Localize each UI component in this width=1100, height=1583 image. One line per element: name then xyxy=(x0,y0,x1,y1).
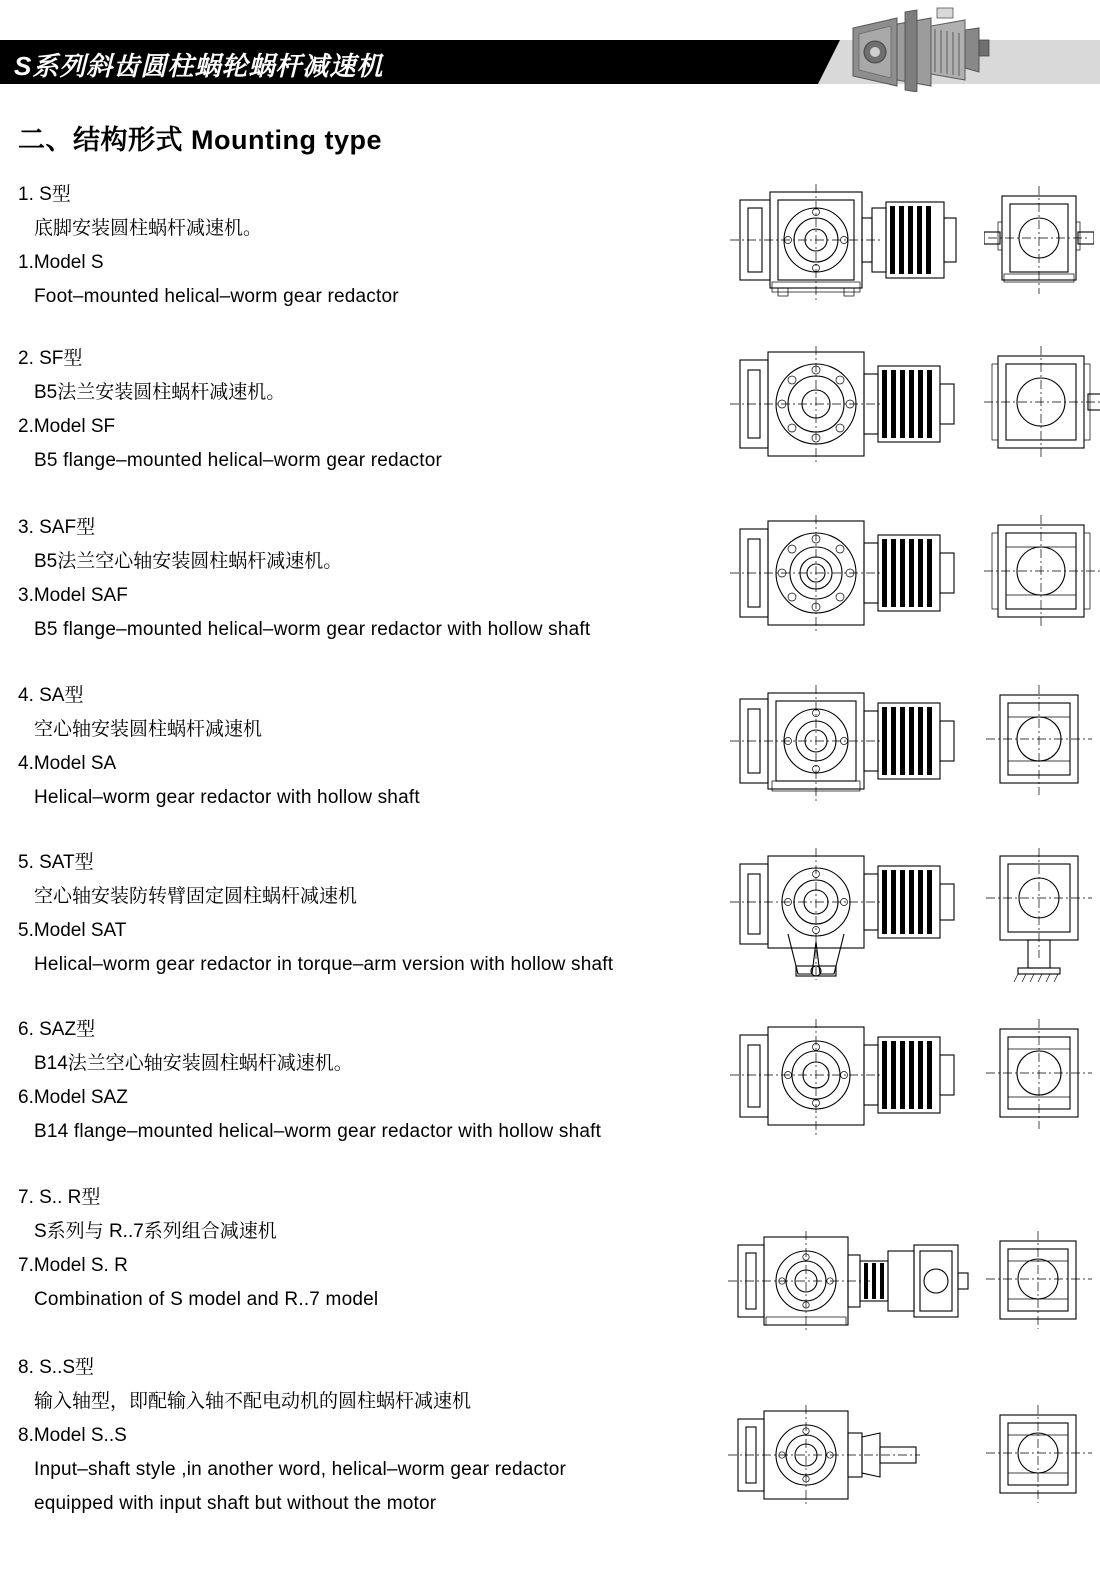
list-item xyxy=(0,1181,1100,1351)
item-en-desc: Helical–worm gear redactor with hollow shaft xyxy=(34,787,420,808)
item-cn-label: 3. SAF型 xyxy=(18,517,96,538)
item-figures xyxy=(712,1013,1092,1181)
item-figures xyxy=(712,1403,1092,1583)
page-header xyxy=(0,0,1100,100)
sat-model-front-view xyxy=(720,846,960,986)
item-text xyxy=(18,178,708,314)
item-figures xyxy=(712,342,1092,511)
sr-model-side-view xyxy=(984,1229,1094,1339)
list-item xyxy=(0,846,1100,1013)
list-item xyxy=(0,342,1100,511)
list-item xyxy=(0,1013,1100,1181)
item-cn-label: 1. S型 xyxy=(18,184,71,205)
sr-model-front-view xyxy=(720,1229,970,1339)
sat-model-side-view xyxy=(984,846,1094,986)
item-figures xyxy=(712,679,1092,846)
mounting-type-list xyxy=(0,178,1100,1531)
s-model-front-view xyxy=(720,178,960,308)
item-text xyxy=(18,1351,708,1521)
item-en-label: 6.Model SAZ xyxy=(18,1087,128,1108)
item-cn-label: 4. SA型 xyxy=(18,685,84,706)
item-cn-label: 8. S..S型 xyxy=(18,1357,95,1378)
item-en-label: 4.Model SA xyxy=(18,753,117,774)
item-en-label: 2.Model SF xyxy=(18,416,116,437)
item-cn-desc: S系列与 R..7系列组合减速机 xyxy=(34,1221,277,1242)
s-model-side-view xyxy=(984,178,1094,308)
item-cn-desc: 空心轴安装圆柱蜗杆减速机 xyxy=(34,719,263,740)
item-cn-label: 5. SAT型 xyxy=(18,852,94,873)
item-en-desc: Foot–mounted helical–worm gear redactor xyxy=(34,286,399,307)
item-cn-desc: B14法兰空心轴安装圆柱蜗杆减速机。 xyxy=(34,1053,353,1074)
item-text xyxy=(18,342,708,478)
ss-model-front-view xyxy=(720,1403,940,1513)
item-text xyxy=(18,679,708,815)
item-en-desc: Helical–worm gear redactor in torque–arm version with hollow shaft xyxy=(34,954,614,975)
sa-model-front-view xyxy=(720,679,960,809)
item-cn-desc: 底脚安装圆柱蜗杆减速机。 xyxy=(34,218,263,239)
item-en-desc: Combination of S model and R..7 model xyxy=(34,1289,379,1310)
item-en-label: 8.Model S..S xyxy=(18,1425,127,1446)
item-cn-desc: 输入轴型，即配输入轴不配电动机的圆柱蜗杆减速机 xyxy=(34,1391,472,1412)
item-en-label: 5.Model SAT xyxy=(18,920,127,941)
ss-model-side-view xyxy=(984,1403,1094,1513)
item-cn-desc: 空心轴安装防转臂固定圆柱蜗杆减速机 xyxy=(34,886,358,907)
item-cn-desc: B5法兰空心轴安装圆柱蜗杆减速机。 xyxy=(34,551,343,572)
sa-model-side-view xyxy=(984,679,1094,809)
gear-reducer-photo-icon xyxy=(845,2,995,92)
item-figures xyxy=(712,178,1092,342)
item-text xyxy=(18,511,708,647)
list-item xyxy=(0,511,1100,679)
saf-model-side-view xyxy=(984,511,1100,641)
saf-model-front-view xyxy=(720,511,960,641)
item-en-desc: B5 flange–mounted helical–worm gear redactor xyxy=(34,450,443,471)
list-item xyxy=(0,178,1100,342)
item-text xyxy=(18,1181,708,1317)
item-cn-desc: B5法兰安装圆柱蜗杆减速机。 xyxy=(34,382,286,403)
item-en-desc: Input–shaft style ,in another word, helical–worm gear redactor xyxy=(34,1459,567,1480)
list-item xyxy=(0,1351,1100,1531)
item-en-label: 1.Model S xyxy=(18,252,104,273)
item-text xyxy=(18,846,708,982)
section-heading: 二、结构形式 Mounting type xyxy=(18,125,382,155)
item-text xyxy=(18,1013,708,1149)
item-cn-label: 7. S.. R型 xyxy=(18,1187,101,1208)
sf-model-front-view xyxy=(720,342,960,472)
item-en-label: 3.Model SAF xyxy=(18,585,128,606)
saz-model-side-view xyxy=(984,1013,1094,1143)
item-figures xyxy=(712,511,1092,679)
item-cn-label: 6. SAZ型 xyxy=(18,1019,96,1040)
page-title: S系列斜齿圆柱蜗轮蜗杆减速机 xyxy=(14,51,384,81)
item-cn-label: 2. SF型 xyxy=(18,348,83,369)
sf-model-side-view xyxy=(984,342,1100,472)
item-figures xyxy=(712,846,1092,1013)
saz-model-front-view xyxy=(720,1013,960,1143)
list-item xyxy=(0,679,1100,846)
item-en-desc: B5 flange–mounted helical–worm gear redactor with hollow shaft xyxy=(34,619,591,640)
item-en-desc-2: equipped with input shaft but without the motor xyxy=(34,1493,437,1514)
item-en-desc: B14 flange–mounted helical–worm gear redactor with hollow shaft xyxy=(34,1121,602,1142)
item-en-label: 7.Model S. R xyxy=(18,1255,128,1276)
